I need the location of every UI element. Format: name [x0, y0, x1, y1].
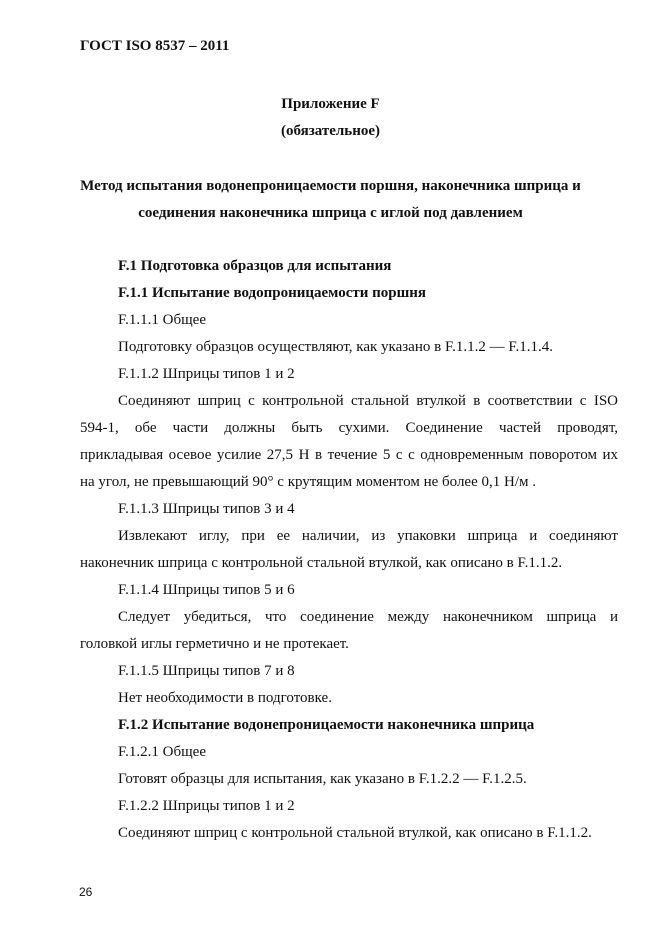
paragraph-line: Соединяют шприц с контрольной стальной втулкой, как описано в F.1.1.2.: [118, 825, 592, 841]
annex-title: Приложение F: [281, 96, 380, 112]
document-code-header: ГОСТ ISO 8537 – 2011: [80, 38, 230, 54]
clause-heading: F.1.1.4 Шприцы типов 5 и 6: [118, 582, 295, 598]
paragraph-line: головкой иглы герметично и не протекает.: [80, 636, 349, 652]
clause-heading: F.1.2.1 Общее: [118, 744, 206, 760]
paragraph-line: 594-1, обе части должны быть сухими. Соединение частей проводят,: [80, 420, 618, 436]
clause-heading: F.1.1.2 Шприцы типов 1 и 2: [118, 366, 295, 382]
page-number: 26: [79, 885, 93, 899]
subheading-f1-2: F.1.2 Испытание водонепроницаемости наконечника шприца: [118, 717, 535, 733]
subheading-f1-1: F.1.1 Испытание водопроницаемости поршня: [118, 285, 427, 301]
section-heading-line-1: Метод испытания водонепроницаемости поршня, наконечника шприца и: [80, 178, 581, 194]
paragraph-line: Соединяют шприц с контрольной стальной втулкой в соответствии с ISO: [118, 393, 618, 409]
paragraph-line: Следует убедиться, что соединение между наконечником шприца и: [118, 609, 618, 625]
clause-heading: F.1.2.2 Шприцы типов 1 и 2: [118, 798, 295, 814]
subheading-f1: F.1 Подготовка образцов для испытания: [118, 258, 392, 274]
paragraph-line: Нет необходимости в подготовке.: [118, 690, 332, 706]
annex-status: (обязательное): [280, 123, 381, 139]
paragraph-line: наконечник шприца с контрольной стальной втулкой, как описано в F.1.1.2.: [80, 555, 563, 571]
clause-heading: F.1.1.1 Общее: [118, 312, 206, 328]
paragraph-line: на угол, не превышающий 90° с крутящим моментом не более 0,1 Н/м .: [80, 474, 536, 490]
paragraph-line: Извлекают иглу, при ее наличии, из упаковки шприца и соединяют: [118, 528, 618, 544]
paragraph-line: Подготовку образцов осуществляют, как указано в F.1.1.2 — F.1.1.4.: [118, 339, 553, 355]
clause-heading: F.1.1.5 Шприцы типов 7 и 8: [118, 663, 295, 679]
paragraph-line: прикладывая осевое усилие 27,5 Н в течение 5 с с одновременным поворотом их: [80, 447, 618, 463]
clause-heading: F.1.1.3 Шприцы типов 3 и 4: [118, 501, 295, 517]
paragraph-line: Готовят образцы для испытания, как указано в F.1.2.2 — F.1.2.5.: [118, 771, 527, 787]
section-heading-line-2: соединения наконечника шприца с иглой под давлением: [138, 205, 523, 221]
